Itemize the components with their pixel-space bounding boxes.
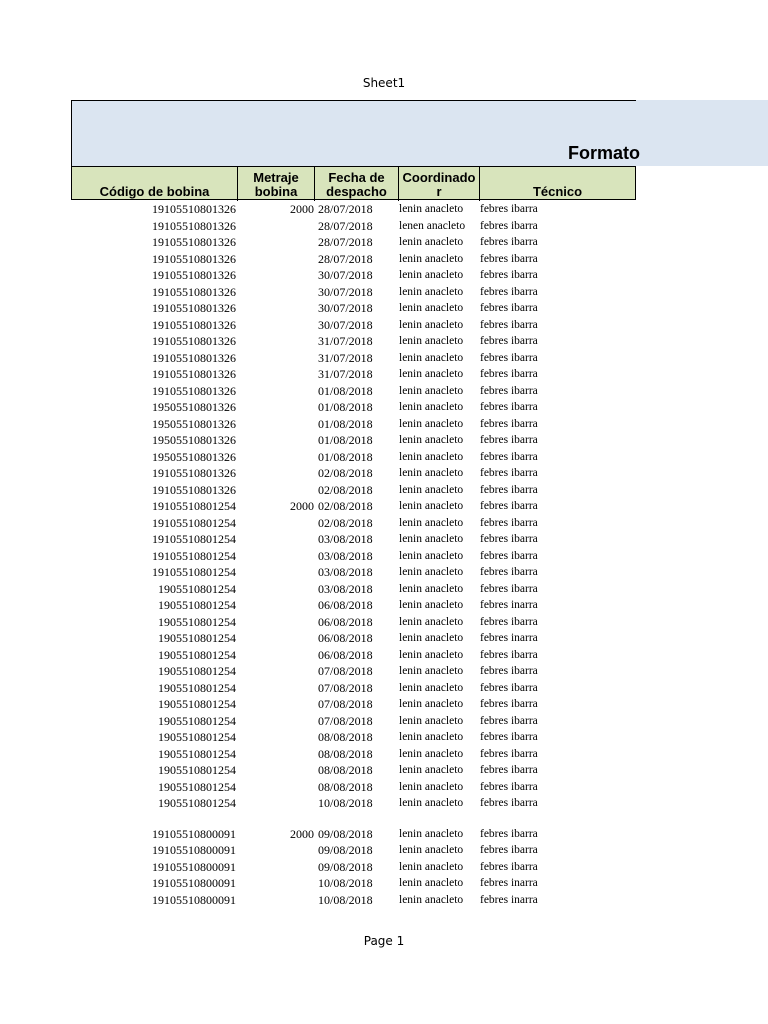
cell-codigo: 19105510801254 xyxy=(152,548,236,563)
cell-codigo: 1905510801254 xyxy=(158,680,236,695)
table-header xyxy=(71,166,636,200)
cell-coordinador: lenin anacleto xyxy=(399,797,464,809)
table-row xyxy=(71,482,636,499)
cell-fecha: 31/07/2018 xyxy=(318,350,373,365)
cell-fecha: 08/08/2018 xyxy=(318,730,373,744)
cell-coordinador: lenin anacleto xyxy=(399,285,464,298)
cell-coordinador: lenin anacleto xyxy=(399,203,464,215)
cell-fecha: 08/08/2018 xyxy=(318,746,373,761)
cell-codigo: 1905510801254 xyxy=(158,598,236,612)
cell-coordinador: lenin anacleto xyxy=(399,731,464,743)
cell-fecha: 06/08/2018 xyxy=(318,647,373,662)
cell-coordinador: lenin anacleto xyxy=(399,368,464,380)
cell-coordinador: lenin anacleto xyxy=(399,467,464,479)
cell-fecha: 10/08/2018 xyxy=(318,796,373,810)
cell-tecnico: febres ibarra xyxy=(480,401,538,413)
cell-coordinador: lenin anacleto xyxy=(399,632,464,644)
cell-coordinador: lenin anacleto xyxy=(399,648,464,661)
cell-fecha: 01/08/2018 xyxy=(318,449,373,464)
cell-fecha: 06/08/2018 xyxy=(318,614,373,629)
cell-codigo: 19105510801254 xyxy=(152,532,236,546)
cell-fecha: 09/08/2018 xyxy=(318,859,373,874)
cell-tecnico: febres ibarra xyxy=(480,615,538,628)
header-tecnico-label: Técnico xyxy=(532,184,583,199)
cell-coordinador: lenin anacleto xyxy=(399,844,464,856)
cell-fecha: 02/08/2018 xyxy=(318,482,373,497)
cell-coordinador: lenin anacleto xyxy=(399,877,464,889)
table-row xyxy=(71,366,636,383)
cell-codigo: 1905510801254 xyxy=(158,713,236,728)
cell-fecha: 02/08/2018 xyxy=(318,515,373,530)
cell-codigo: 19105510800091 xyxy=(152,826,236,841)
cell-codigo: 19105510801326 xyxy=(152,268,236,282)
table-body xyxy=(71,201,636,908)
cell-coordinador: lenin anacleto xyxy=(399,384,464,397)
cell-codigo: 1905510801254 xyxy=(158,746,236,761)
table-row xyxy=(71,383,636,400)
cell-coordinador: lenin anacleto xyxy=(399,698,464,710)
cell-tecnico: febres ibarra xyxy=(480,860,538,873)
table-row xyxy=(71,892,636,909)
cell-tecnico: febres ibarra xyxy=(480,566,538,578)
cell-codigo: 19105510801326 xyxy=(152,482,236,497)
table-row xyxy=(71,630,636,647)
cell-codigo: 19505510801326 xyxy=(152,433,236,447)
table-row xyxy=(71,449,636,466)
cell-tecnico: febres ibarra xyxy=(480,731,538,743)
table-row xyxy=(71,859,636,876)
header-metraje-line1: Metraje xyxy=(253,170,299,185)
table-row xyxy=(71,234,636,251)
cell-tecnico: febres ibarra xyxy=(480,434,538,446)
header-fecha xyxy=(315,167,399,201)
cell-codigo: 19105510800091 xyxy=(152,859,236,874)
cell-fecha: 10/08/2018 xyxy=(318,876,373,890)
cell-fecha: 01/08/2018 xyxy=(318,400,373,414)
cell-tecnico: febres ibarra xyxy=(480,665,538,677)
cell-fecha: 30/07/2018 xyxy=(318,301,373,315)
table-row xyxy=(71,729,636,746)
cell-tecnico: febres ibarra xyxy=(480,450,538,463)
cell-fecha: 01/08/2018 xyxy=(318,416,373,431)
cell-tecnico: febres inarra xyxy=(480,599,538,611)
cell-tecnico: febres ibarra xyxy=(480,318,538,331)
cell-coordinador: lenin anacleto xyxy=(399,665,464,677)
table-row xyxy=(71,696,636,713)
cell-codigo: 1905510801254 xyxy=(158,730,236,744)
cell-coordinador: lenen anacleto xyxy=(399,219,466,232)
cell-fecha: 28/07/2018 xyxy=(318,202,373,216)
cell-codigo: 19105510801326 xyxy=(152,235,236,249)
table-row xyxy=(71,663,636,680)
table-row xyxy=(71,251,636,268)
cell-coordinador: lenin anacleto xyxy=(399,764,464,776)
cell-tecnico: febres inarra xyxy=(480,893,538,906)
table-row xyxy=(71,416,636,433)
cell-tecnico: febres ibarra xyxy=(480,516,538,529)
cell-fecha: 28/07/2018 xyxy=(318,218,373,233)
cell-fecha: 28/07/2018 xyxy=(318,251,373,266)
cell-fecha: 31/07/2018 xyxy=(318,334,373,348)
cell-codigo: 19105510801326 xyxy=(152,350,236,365)
cell-tecnico: febres ibarra xyxy=(480,582,538,595)
cell-fecha: 31/07/2018 xyxy=(318,367,373,381)
cell-fecha: 01/08/2018 xyxy=(318,383,373,398)
cell-codigo: 19105510801326 xyxy=(152,383,236,398)
cell-tecnico: febres ibarra xyxy=(480,648,538,661)
cell-codigo: 19505510801326 xyxy=(152,416,236,431)
cell-codigo: 19505510801326 xyxy=(152,449,236,464)
cell-coordinador: lenin anacleto xyxy=(399,714,464,727)
cell-tecnico: febres ibarra xyxy=(480,827,538,840)
cell-coordinador: lenin anacleto xyxy=(399,615,464,628)
sheet-title: Formato xyxy=(568,143,640,163)
cell-fecha: 10/08/2018 xyxy=(318,892,373,907)
cell-codigo: 19105510801254 xyxy=(152,499,236,513)
cell-fecha: 03/08/2018 xyxy=(318,581,373,596)
table-row xyxy=(71,746,636,763)
cell-tecnico: febres ibarra xyxy=(480,764,538,776)
header-metraje xyxy=(238,167,315,201)
cell-tecnico: febres ibarra xyxy=(480,533,538,545)
cell-tecnico: febres ibarra xyxy=(480,549,538,562)
cell-codigo: 1905510801254 xyxy=(158,614,236,629)
cell-coordinador: lenin anacleto xyxy=(399,827,464,840)
table-row xyxy=(71,465,636,482)
header-fecha-line1: Fecha de xyxy=(328,170,385,185)
cell-codigo: 19105510801326 xyxy=(152,466,236,480)
cell-tecnico: febres ibarra xyxy=(480,368,538,380)
cell-codigo: 19105510800091 xyxy=(152,843,236,857)
table-row xyxy=(71,779,636,796)
title-band xyxy=(71,100,768,166)
table-row xyxy=(71,399,636,416)
cell-tecnico: febres ibarra xyxy=(480,252,538,265)
cell-coordinador: lenin anacleto xyxy=(399,582,464,595)
table-row xyxy=(71,826,636,843)
cell-tecnico: febres ibarra xyxy=(480,236,538,248)
cell-tecnico: febres ibarra xyxy=(480,681,538,694)
header-coordinador-line1: Coordinado xyxy=(402,170,476,185)
table-row xyxy=(71,317,636,334)
cell-codigo: 1905510801254 xyxy=(158,664,236,678)
cell-fecha: 06/08/2018 xyxy=(318,631,373,645)
cell-tecnico: febres ibarra xyxy=(480,269,538,281)
cell-tecnico: febres ibarra xyxy=(480,384,538,397)
cell-tecnico: febres ibarra xyxy=(480,844,538,856)
cell-codigo: 1905510801254 xyxy=(158,647,236,662)
table-row xyxy=(71,531,636,548)
cell-tecnico: febres ibarra xyxy=(480,335,538,347)
cell-codigo: 19105510801254 xyxy=(152,565,236,579)
cell-codigo: 19105510800091 xyxy=(152,892,236,907)
title-border-top xyxy=(71,100,636,101)
cell-codigo: 19105510801326 xyxy=(152,367,236,381)
cell-fecha: 06/08/2018 xyxy=(318,598,373,612)
cell-tecnico: febres ibarra xyxy=(480,351,538,364)
cell-tecnico: febres ibarra xyxy=(480,417,538,430)
header-coordinador-line2: r xyxy=(436,184,442,199)
table-row xyxy=(71,548,636,565)
table-row xyxy=(71,597,636,614)
cell-fecha: 30/07/2018 xyxy=(318,284,373,299)
cell-tecnico: febres ibarra xyxy=(480,483,538,496)
table-row xyxy=(71,333,636,350)
table-row xyxy=(71,647,636,664)
cell-coordinador: lenin anacleto xyxy=(399,351,464,364)
cell-metraje: 2000 xyxy=(290,826,314,841)
table-row xyxy=(71,842,636,859)
cell-codigo: 1905510801254 xyxy=(158,697,236,711)
header-tecnico xyxy=(480,167,635,201)
cell-codigo: 1905510801254 xyxy=(158,631,236,645)
cell-coordinador: lenin anacleto xyxy=(399,780,464,793)
cell-tecnico: febres ibarra xyxy=(480,219,538,232)
cell-coordinador: lenin anacleto xyxy=(399,681,464,694)
cell-fecha: 08/08/2018 xyxy=(318,779,373,794)
cell-coordinador: lenin anacleto xyxy=(399,401,464,413)
cell-coordinador: lenin anacleto xyxy=(399,236,464,248)
table-row xyxy=(71,713,636,730)
cell-fecha: 09/08/2018 xyxy=(318,826,373,841)
cell-coordinador: lenin anacleto xyxy=(399,269,464,281)
cell-coordinador: lenin anacleto xyxy=(399,335,464,347)
cell-coordinador: lenin anacleto xyxy=(399,747,464,760)
table-row xyxy=(71,564,636,581)
cell-coordinador: lenin anacleto xyxy=(399,533,464,545)
table-row xyxy=(71,581,636,598)
cell-coordinador: lenin anacleto xyxy=(399,500,464,512)
cell-tecnico: febres inarra xyxy=(480,632,538,644)
cell-fecha: 02/08/2018 xyxy=(318,499,373,513)
table-row xyxy=(71,350,636,367)
cell-coordinador: lenin anacleto xyxy=(399,302,464,314)
cell-tecnico: febres ibarra xyxy=(480,797,538,809)
cell-tecnico: febres inarra xyxy=(480,877,538,889)
title-border-left xyxy=(71,100,72,166)
table-row xyxy=(71,614,636,631)
table-row xyxy=(71,795,636,812)
header-coordinador xyxy=(399,167,480,201)
cell-codigo: 19105510801326 xyxy=(152,284,236,299)
cell-codigo: 19105510801326 xyxy=(152,334,236,348)
cell-coordinador: lenin anacleto xyxy=(399,516,464,529)
cell-coordinador: lenin anacleto xyxy=(399,450,464,463)
table-row xyxy=(71,218,636,235)
cell-coordinador: lenin anacleto xyxy=(399,318,464,331)
cell-coordinador: lenin anacleto xyxy=(399,566,464,578)
cell-fecha: 07/08/2018 xyxy=(318,680,373,695)
cell-fecha: 02/08/2018 xyxy=(318,466,373,480)
cell-coordinador: lenin anacleto xyxy=(399,252,464,265)
cell-coordinador: lenin anacleto xyxy=(399,434,464,446)
table-row xyxy=(71,267,636,284)
cell-metraje: 2000 xyxy=(290,202,314,216)
cell-codigo: 1905510801254 xyxy=(158,796,236,810)
cell-fecha: 30/07/2018 xyxy=(318,268,373,282)
cell-fecha: 30/07/2018 xyxy=(318,317,373,332)
header-fecha-line2: despacho xyxy=(326,184,387,199)
cell-codigo: 19105510801254 xyxy=(152,515,236,530)
cell-fecha: 03/08/2018 xyxy=(318,565,373,579)
cell-coordinador: lenin anacleto xyxy=(399,549,464,562)
page-number: Page 1 xyxy=(363,934,405,948)
sheet-name: Sheet1 xyxy=(362,76,406,90)
table-row xyxy=(71,515,636,532)
cell-coordinador: lenin anacleto xyxy=(399,483,464,496)
table-row xyxy=(71,762,636,779)
cell-tecnico: febres ibarra xyxy=(480,500,538,512)
cell-codigo: 19505510801326 xyxy=(152,400,236,414)
table-row xyxy=(71,201,636,218)
cell-fecha: 03/08/2018 xyxy=(318,548,373,563)
cell-codigo: 19105510801326 xyxy=(152,301,236,315)
cell-tecnico: febres ibarra xyxy=(480,780,538,793)
cell-fecha: 07/08/2018 xyxy=(318,697,373,711)
header-codigo xyxy=(72,167,238,201)
cell-coordinador: lenin anacleto xyxy=(399,417,464,430)
table-row xyxy=(71,284,636,301)
cell-fecha: 28/07/2018 xyxy=(318,235,373,249)
cell-codigo: 1905510801254 xyxy=(158,779,236,794)
cell-codigo: 1905510801254 xyxy=(158,763,236,777)
cell-coordinador: lenin anacleto xyxy=(399,599,464,611)
cell-coordinador: lenin anacleto xyxy=(399,893,464,906)
cell-tecnico: febres ibarra xyxy=(480,698,538,710)
cell-tecnico: febres ibarra xyxy=(480,467,538,479)
cell-codigo: 19105510801326 xyxy=(152,317,236,332)
table-row xyxy=(71,498,636,515)
cell-coordinador: lenin anacleto xyxy=(399,860,464,873)
cell-tecnico: febres ibarra xyxy=(480,285,538,298)
cell-codigo: 19105510801326 xyxy=(152,218,236,233)
table-row xyxy=(71,300,636,317)
cell-tecnico: febres ibarra xyxy=(480,203,538,215)
header-codigo-label: Código de bobina xyxy=(99,184,210,199)
cell-codigo: 19105510801326 xyxy=(152,202,236,216)
header-metraje-line2: bobina xyxy=(254,184,298,199)
cell-fecha: 07/08/2018 xyxy=(318,664,373,678)
cell-codigo: 19105510801326 xyxy=(152,251,236,266)
cell-metraje: 2000 xyxy=(290,499,314,513)
cell-tecnico: febres ibarra xyxy=(480,302,538,314)
cell-tecnico: febres ibarra xyxy=(480,714,538,727)
table-row xyxy=(71,432,636,449)
cell-fecha: 03/08/2018 xyxy=(318,532,373,546)
table-row xyxy=(71,875,636,892)
cell-fecha: 01/08/2018 xyxy=(318,433,373,447)
cell-tecnico: febres ibarra xyxy=(480,747,538,760)
cell-fecha: 07/08/2018 xyxy=(318,713,373,728)
cell-codigo: 1905510801254 xyxy=(158,581,236,596)
cell-fecha: 09/08/2018 xyxy=(318,843,373,857)
cell-codigo: 19105510800091 xyxy=(152,876,236,890)
table-row xyxy=(71,680,636,697)
cell-fecha: 08/08/2018 xyxy=(318,763,373,777)
